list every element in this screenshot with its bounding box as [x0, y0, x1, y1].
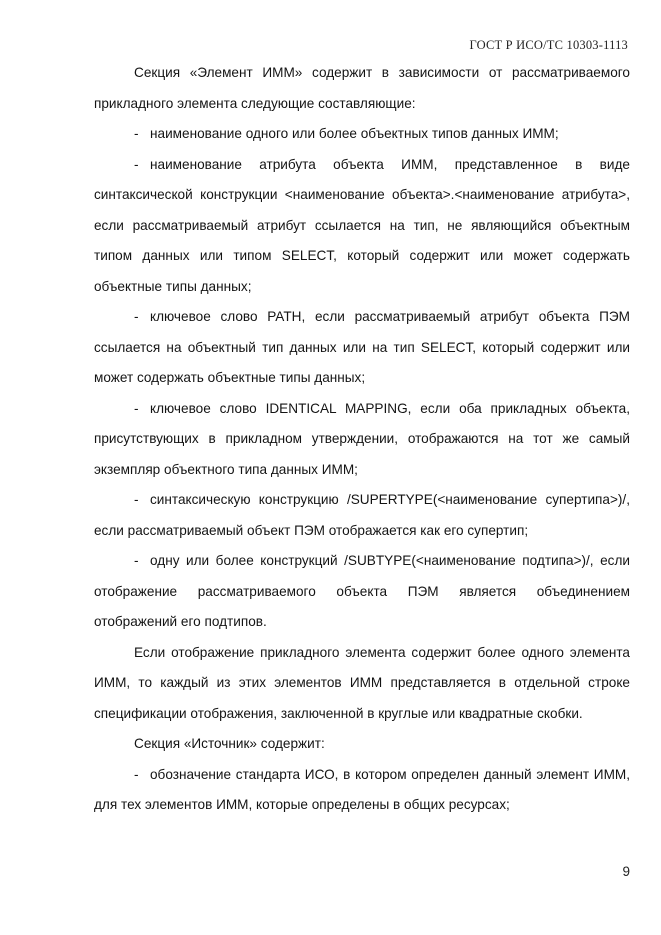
multiple-elements-paragraph: Если отображение прикладного элемента содержит более одного элемента ИММ, то каждый из этих элементов ИММ представляется в отдельной строке спецификации отображения, заключенной в круглые или квадратные скобки. [94, 644, 630, 721]
list-dash: - [134, 766, 139, 782]
list-item [94, 546, 630, 638]
list-item [94, 485, 630, 546]
section-source-intro: Секция «Источник» содержит: [134, 736, 325, 751]
list-item [94, 760, 630, 821]
list-dash: - [134, 156, 139, 172]
standard-header: ГОСТ Р ИСО/ТС 10303-1113 [469, 38, 628, 52]
list-dash: - [134, 126, 139, 141]
list-item [94, 119, 630, 150]
list-item [94, 394, 630, 486]
list-item-text: одну или более конструкций /SUBTYPE(<наименование подтипа>)/, если отображение рассматриваемого объекта ПЭМ является объединением отображений его подтипов. [94, 553, 630, 629]
list-dash: - [134, 492, 139, 507]
document-body [94, 58, 630, 821]
list-dash: - [134, 553, 139, 568]
section-element-intro: Секция «Элемент ИММ» содержит в зависимости от рассматриваемого прикладного элемента следующие составляющие: [94, 65, 630, 111]
list-item-text: ключевое слово IDENTICAL MAPPING, если оба прикладных объекта, присутствующих в прикладном утверждении, отображаются на тот же самый экземпляр объектного типа данных ИММ; [94, 400, 630, 477]
list-dash: - [134, 309, 139, 324]
list-dash: - [134, 400, 139, 416]
list-item-text: ключевое слово PATH, если рассматриваемый атрибут объекта ПЭМ ссылается на объектный тип данных или на тип SELECT, который содержит или может содержать объектные типы данных; [94, 309, 630, 385]
list-item [94, 150, 630, 303]
list-item [94, 302, 630, 394]
list-item-text: наименование одного или более объектных типов данных ИММ; [150, 126, 559, 141]
list-item-text: синтаксическую конструкцию /SUPERTYPE(<наименование супертипа>)/, если рассматриваемый объект ПЭМ отображается как его супертип; [94, 492, 630, 538]
list-item-text: наименование атрибута объекта ИММ, представленное в виде синтаксической конструкции <наименование объекта>.<наименование атрибута>, если рассматриваемый атрибут ссылается на тип, не являющийся объектным типом данных или типом SELECT, который содержит или может содержать объектные типы данных; [94, 156, 630, 294]
page-number: 9 [622, 864, 630, 879]
list-item-text: обозначение стандарта ИСО, в котором определен данный элемент ИММ, для тех элементов ИММ, которые определены в общих ресурсах; [94, 766, 630, 812]
